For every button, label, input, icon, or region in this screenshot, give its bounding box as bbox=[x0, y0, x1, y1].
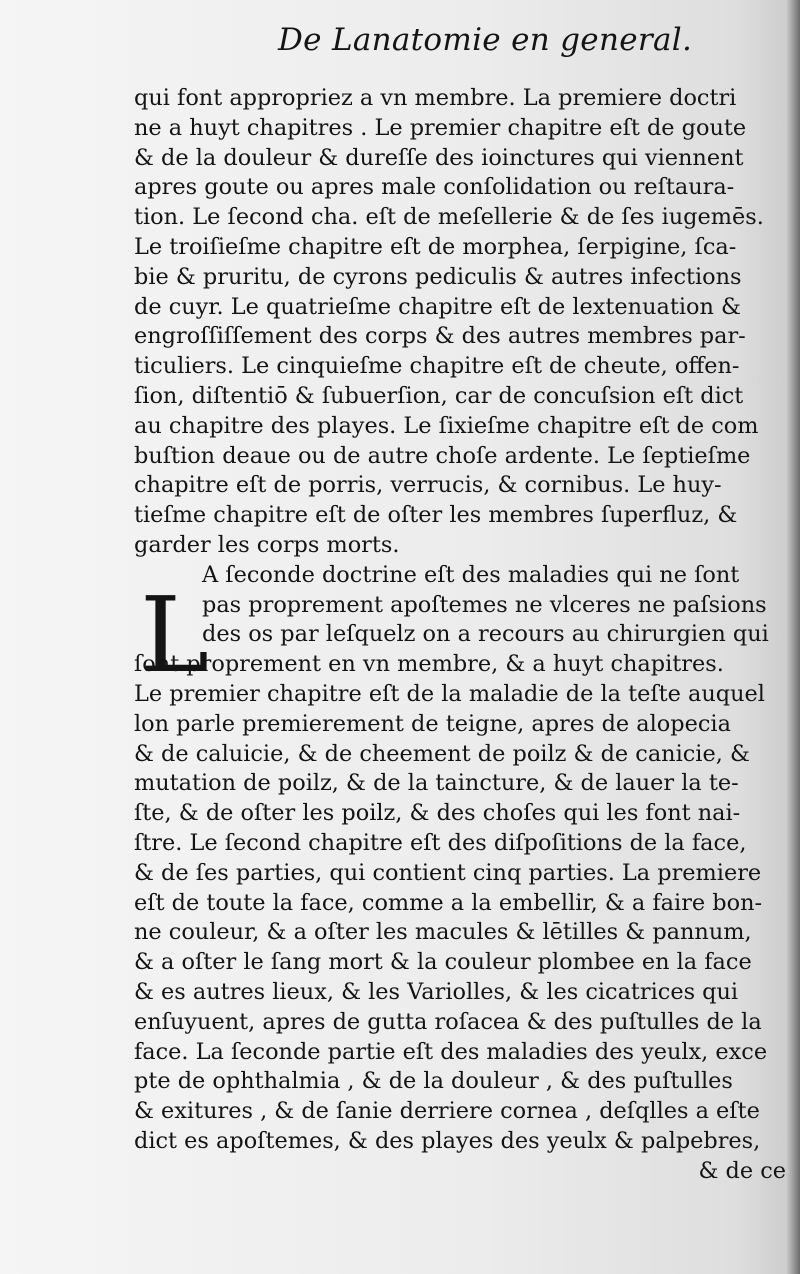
text-line: Le premier chapitre eſt de la maladie de la teſte auquel bbox=[134, 680, 765, 707]
body-text bbox=[134, 84, 786, 1186]
text-line: tion. Le ſecond cha. eſt de meſellerie & de ſes iugemēs. bbox=[134, 204, 764, 231]
running-head: De Lanatomie en general. bbox=[278, 22, 693, 58]
text-line: & de la douleur & dureſſe des ioinctures qui viennent bbox=[134, 144, 744, 171]
text-line: enſuyuent, apres de gutta roſacea & des puſtulles de la bbox=[134, 1008, 762, 1035]
text-line: au chapitre des playes. Le ſixieſme chapitre eſt de com bbox=[134, 412, 759, 439]
text-line: ſion, diſtentiō & ſubuerſion, car de concuſsion eſt dict bbox=[134, 382, 744, 409]
text-line: mutation de poilz, & de la taincture, & de lauer la te- bbox=[134, 770, 739, 797]
text-line: & a oſter le ſang mort & la couleur plombee en la face bbox=[134, 949, 752, 976]
text-line: ne a huyt chapitres . Le premier chapitre eſt de goute bbox=[134, 114, 747, 141]
book-spine-shadow bbox=[786, 0, 800, 1274]
text-line: engroſſiſſement des corps & des autres membres par- bbox=[134, 323, 746, 350]
text-line: garder les corps morts. bbox=[134, 531, 400, 558]
text-line: ſte, & de oſter les poilz, & des choſes qui les font nai- bbox=[134, 800, 741, 827]
text-line: & es autres lieux, & les Variolles, & les cicatrices qui bbox=[134, 978, 739, 1005]
text-line: Le troiſieſme chapitre eſt de morphea, ſerpigine, ſca- bbox=[134, 233, 737, 260]
text-line: ne couleur, & a oſter les macules & lētilles & pannum, bbox=[134, 919, 752, 946]
text-line: dict es apoſtemes, & des playes des yeulx & palpebres, bbox=[134, 1127, 761, 1154]
text-line: ſtre. Le ſecond chapitre eſt des diſpoſitions de la face, bbox=[134, 829, 747, 856]
text-line: des os par leſquelz on a recours au chirurgien qui bbox=[202, 621, 769, 648]
text-line: pte de ophthalmia , & de la douleur , & des puſtulles bbox=[134, 1068, 733, 1095]
text-line: eſt de toute la face, comme a la embellir, & a faire bon- bbox=[134, 889, 763, 916]
catchword: & de ce bbox=[698, 1157, 786, 1184]
text-line: ſont proprement en vn membre, & a huyt chapitres. bbox=[134, 651, 724, 678]
text-line: A ſeconde doctrine eſt des maladies qui ne ſont bbox=[202, 561, 740, 588]
text-line: & de caluicie, & de cheement de poilz & de canicie, & bbox=[134, 740, 750, 767]
text-line: tieſme chapitre eſt de oſter les membres ſuperfluz, & bbox=[134, 502, 738, 529]
text-line: apres goute ou apres male conſolidation ou reſtaura- bbox=[134, 174, 735, 201]
text-line: face. La ſeconde partie eſt des maladies des yeulx, exce bbox=[134, 1038, 768, 1065]
text-line: lon parle premierement de teigne, apres de alopecia bbox=[134, 710, 731, 737]
text-line: de cuyr. Le quatrieſme chapitre eſt de lextenuation & bbox=[134, 293, 741, 320]
text-line: ticuliers. Le cinquieſme chapitre eſt de cheute, offen- bbox=[134, 353, 740, 380]
text-line: & de ſes parties, qui contient cinq parties. La premiere bbox=[134, 859, 762, 886]
text-line: bie & pruritu, de cyrons pediculis & autres infections bbox=[134, 263, 742, 290]
drop-cap: L bbox=[140, 574, 210, 696]
text-line: & exitures , & de ſanie derriere cornea , deſqlles a eſte bbox=[134, 1098, 760, 1125]
text-line: chapitre eſt de porris, verrucis, & cornibus. Le huy- bbox=[134, 472, 722, 499]
text-line: pas proprement apoſtemes ne vlceres ne paſsions bbox=[202, 591, 767, 618]
text-line: buſtion deaue ou de autre choſe ardente. Le ſeptieſme bbox=[134, 442, 751, 469]
text-line: qui font appropriez a vn membre. La premiere doctri bbox=[134, 85, 737, 111]
